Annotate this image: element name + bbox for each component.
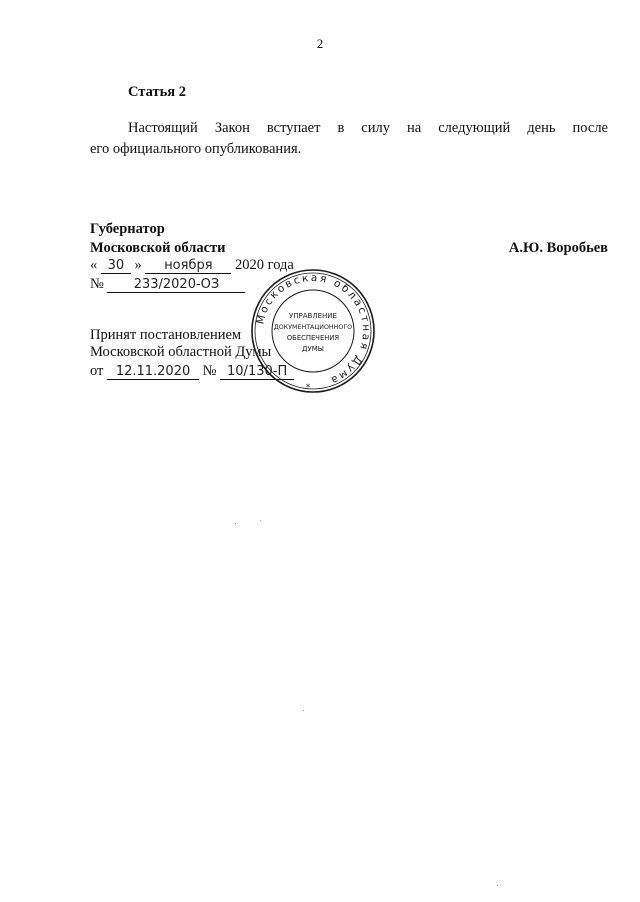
law-number-value: 233/2020-ОЗ: [107, 277, 245, 293]
signer-title-line-1: Губернатор: [90, 221, 165, 237]
adoption-number: 10/130-П: [220, 364, 294, 380]
scan-speck: [235, 523, 236, 524]
article-text-line-2: его официального опубликования.: [90, 141, 302, 157]
quote-open: «: [90, 257, 98, 273]
signer-name: А.Ю. Воробьев: [508, 240, 608, 256]
seal-star: *: [305, 383, 311, 393]
seal-ring-text: Московская областная Дума: [254, 271, 373, 388]
adoption-number-label: №: [202, 363, 217, 379]
seal-center-line-2: ДОКУМЕНТАЦИОННОГО: [273, 324, 353, 331]
law-number-label: №: [90, 276, 104, 292]
scan-speck: [497, 885, 498, 886]
adoption-line-2: Московской областной Думы: [90, 344, 272, 360]
adoption-date: 12.11.2020: [107, 364, 199, 380]
official-seal-icon: [250, 268, 376, 394]
article-text-line-1: Настоящий Закон вступает в силу на следующий день после: [128, 120, 608, 136]
adoption-line-1: Принят постановлением: [90, 327, 242, 343]
signer-title-line-2: Московской области: [90, 240, 226, 256]
scan-speck: [303, 710, 304, 711]
signing-month: ноября: [145, 258, 231, 274]
signing-day: 30: [101, 258, 131, 274]
article-heading: Статья 2: [128, 84, 186, 100]
page-number: 2: [316, 36, 324, 51]
seal-center-line-1: УПРАВЛЕНИЕ: [289, 312, 337, 320]
article-text: [90, 118, 608, 160]
seal-center-line-4: ДУМЫ: [302, 345, 324, 353]
adoption-date-label: от: [90, 363, 104, 379]
quote-close: »: [134, 257, 142, 273]
scan-speck: [260, 520, 261, 521]
law-number-line: [90, 276, 245, 293]
signing-year: 2020 года: [235, 257, 294, 273]
seal-center-line-3: ОБЕСПЕЧЕНИЯ: [286, 334, 340, 342]
